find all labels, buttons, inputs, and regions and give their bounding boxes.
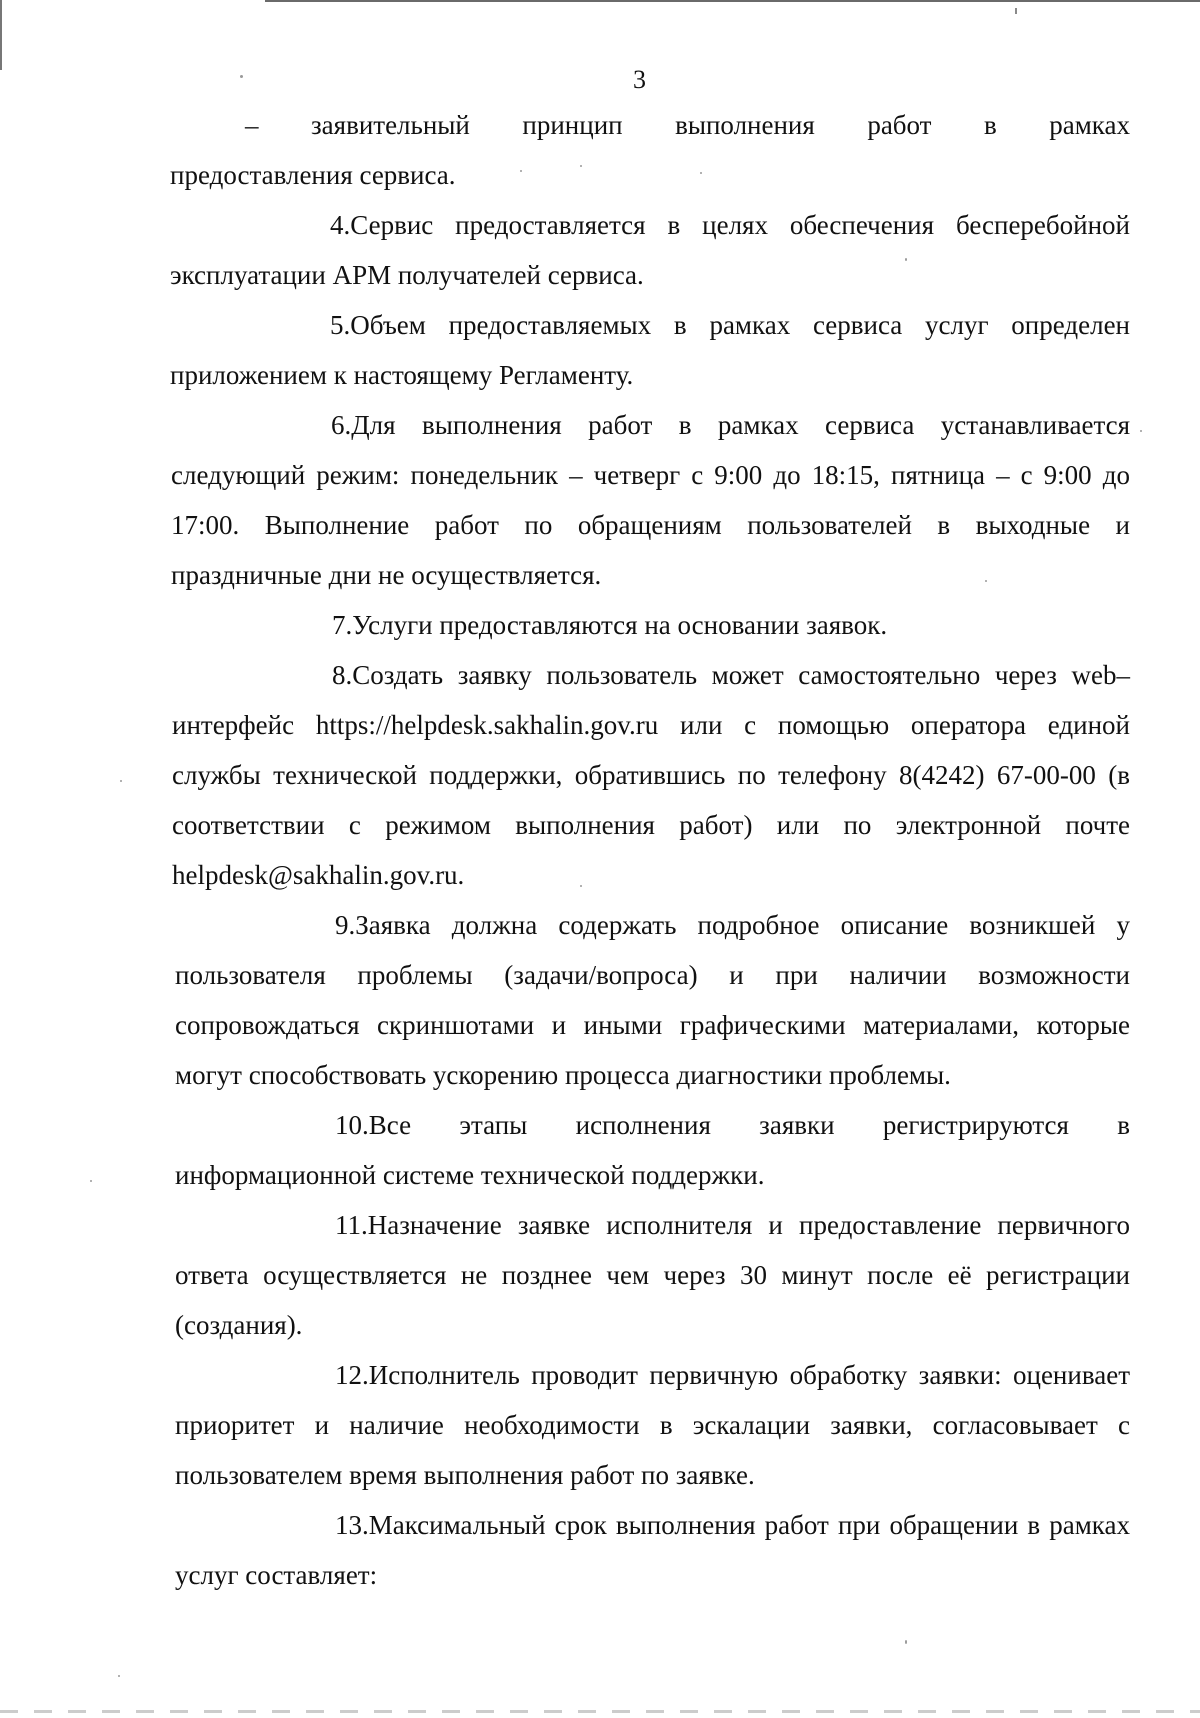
paragraph-text: Услуги предоставляются на основании заявок. — [352, 610, 888, 640]
paragraph-number: 8. — [332, 660, 353, 690]
document-body — [170, 100, 1130, 1600]
paragraph-6 — [171, 400, 1130, 600]
paragraph-12 — [175, 1350, 1130, 1500]
paragraph-number: 10. — [335, 1110, 369, 1140]
paragraph-text: Максимальный срок выполнения работ при обращении в рамках услуг составляет: — [175, 1510, 1130, 1590]
scan-top-border — [265, 0, 1200, 2]
paragraph-text: Для выполнения работ в рамках сервиса устанавливается следующий режим: понедельник – четверг с 9:00 до 18:15, пятница – с 9:00 до 17:00. Выполнение работ по обращениям пользователей в выходные и праздничные дни не осуществляется. — [171, 410, 1130, 590]
paragraph-5 — [170, 300, 1130, 400]
paragraph-7 — [172, 600, 1130, 650]
paragraph-number: 5. — [330, 310, 351, 340]
scan-bottom-edge — [0, 1710, 1200, 1713]
intro-continuation: предоставления сервиса. — [170, 160, 456, 190]
paragraph-4 — [170, 200, 1130, 300]
paragraph-number: 4. — [330, 210, 351, 240]
scan-mark — [1015, 8, 1017, 14]
paragraph-13 — [175, 1500, 1130, 1600]
paragraph-text: Исполнитель проводит первичную обработку заявки: оценивает приоритет и наличие необходимости в эскалации заявки, согласовывает с пользователем время выполнения работ по заявке. — [175, 1360, 1130, 1490]
scan-left-edge — [0, 0, 2, 70]
paragraph-8 — [172, 650, 1130, 900]
paragraph-number: 6. — [331, 410, 352, 440]
paragraph-number: 12. — [335, 1360, 369, 1390]
paragraph-number: 7. — [332, 610, 353, 640]
intro-word: заявительный — [311, 110, 470, 140]
paragraph-text: Объем предоставляемых в рамках сервиса услуг определен приложением к настоящему Регламенту. — [170, 310, 1130, 390]
paragraph-number: 9. — [335, 910, 356, 940]
intro-word: выполнения — [675, 110, 815, 140]
intro-dash: – — [245, 110, 259, 140]
paragraph-9 — [175, 900, 1130, 1100]
paragraph-text: Заявка должна содержать подробное описание возникшей у пользователя проблемы (задачи/вопроса) и при наличии возможности сопровождаться скриншотами и иными графическими материалами, которые могут способствовать ускорению процесса диагностики проблемы. — [175, 910, 1130, 1090]
paragraph-text: Сервис предоставляется в целях обеспечения бесперебойной эксплуатации АРМ получателей сервиса. — [170, 210, 1130, 290]
paragraph-text: Назначение заявке исполнителя и предоставление первичного ответа осуществляется не позднее чем через 30 минут после её регистрации (создания). — [175, 1210, 1130, 1340]
paragraph-10 — [175, 1100, 1130, 1200]
paragraph-number: 13. — [335, 1510, 369, 1540]
intro-word: работ — [867, 110, 932, 140]
page-number: 3 — [633, 65, 646, 94]
intro-dash-line — [175, 100, 1130, 150]
paragraph-text: Все этапы исполнения заявки регистрируются в информационной системе технической поддержки. — [175, 1110, 1130, 1190]
intro-word: в — [983, 110, 997, 140]
paragraph-11 — [175, 1200, 1130, 1350]
paragraph-text: Создать заявку пользователь может самостоятельно через web–интерфейс https://helpdesk.sakhalin.gov.ru или с помощью оператора единой службы технической поддержки, обратившись по телефону 8(4242) 67-00-00 (в соответствии с режимом выполнения работ) или по электронной почте helpdesk@sakhalin.gov.ru. — [172, 660, 1130, 890]
intro-word: принцип — [522, 110, 623, 140]
paragraph-number: 11. — [335, 1210, 368, 1240]
intro-word: рамках — [1049, 110, 1130, 140]
